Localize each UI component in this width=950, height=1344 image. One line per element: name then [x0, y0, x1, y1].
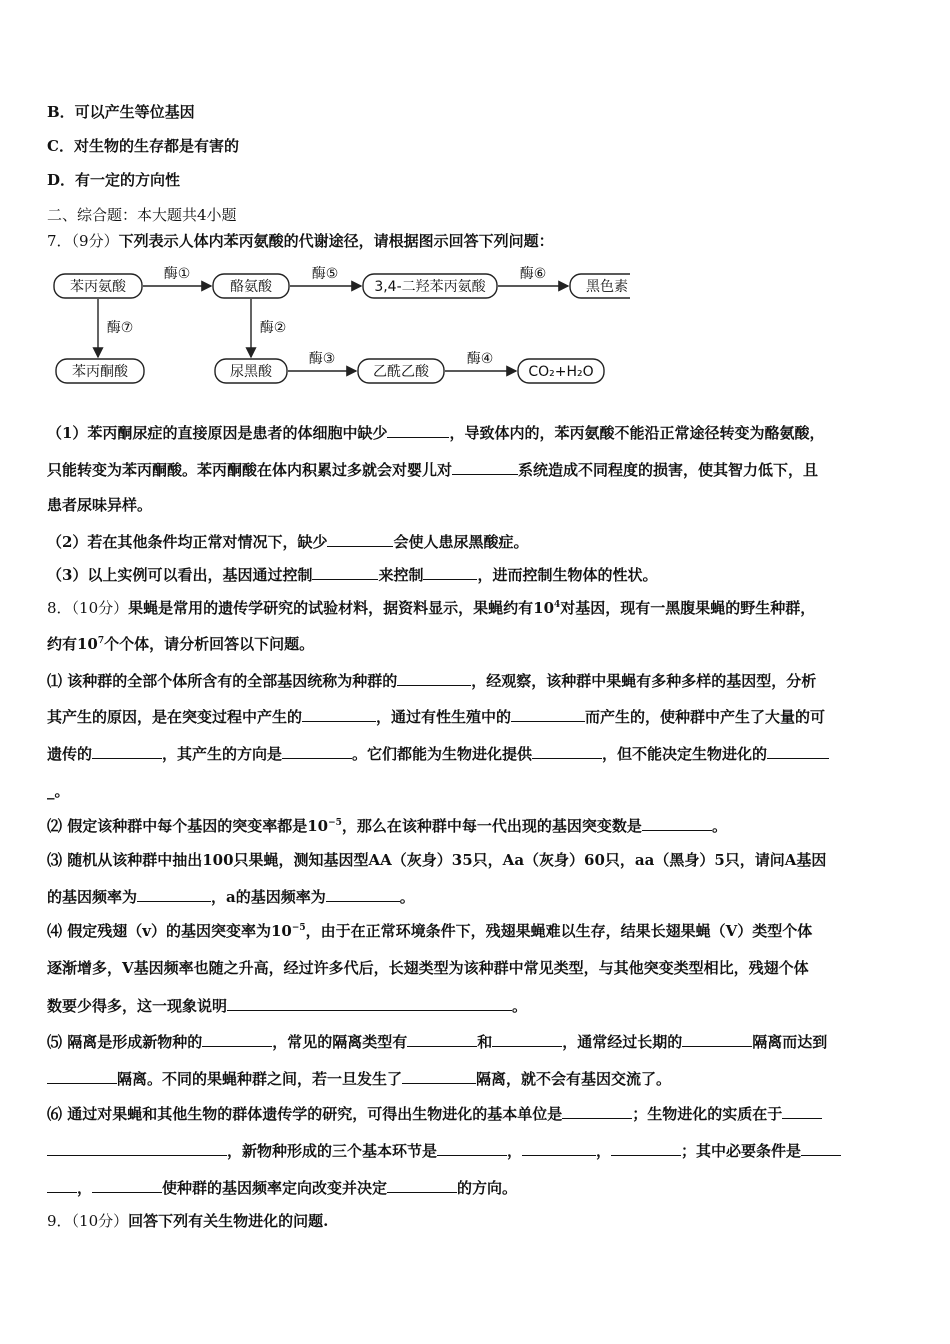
q7-prompt: 下列表示人体内苯丙氨酸的代谢途径，请根据图示回答下列问题：	[118, 232, 554, 250]
answer-blank[interactable]	[137, 886, 211, 902]
q8-part1-line1: ⑴ 该种群的全部个体所含有的全部基因统称为种群的 ，经观察，该种群中果蝇有多种多样的基因型，分析	[47, 672, 817, 690]
enzyme-4: 酶④	[466, 351, 494, 367]
answer-blank[interactable]	[682, 1031, 752, 1047]
q8-part5-line2: 隔离。不同的果蝇种群之间，若一旦发生了 隔离，就不会有基因交流了。	[47, 1068, 671, 1089]
q8-part1-line3: 遗传的 ，其产生的方向是 。它们都能为生物进化提供 ，但不能决定生物进化的	[47, 743, 829, 764]
answer-blank[interactable]	[452, 459, 518, 475]
answer-blank[interactable]	[492, 1031, 562, 1047]
answer-blank[interactable]	[312, 564, 378, 580]
enzyme-2: 酶②	[259, 320, 287, 336]
answer-blank[interactable]	[522, 1140, 596, 1156]
q8-part4-line2: 逐渐增多，V基因频率也随之升高，经过许多代后，长翅类型为该种群中常见类型，与其他突变类型相比，残翅个体	[47, 959, 809, 977]
q8-part5-line1: ⑸ 隔离是形成新物种的 ，常见的隔离类型有 和 ，通常经过长期的 隔离而达到	[47, 1033, 828, 1051]
enzyme-7: 酶⑦	[106, 320, 134, 336]
q8-part1-line4: _。	[47, 782, 70, 800]
q8-part4-line1: ⑷ 假定残翅（v）的基因突变率为$10^{-5}$，由于在正常环境条件下，残翅果蝇难以生存，结果长翅果蝇（V）类型个体	[47, 922, 813, 940]
answer-blank[interactable]	[437, 1140, 507, 1156]
answer-blank[interactable]	[611, 1140, 681, 1156]
option-d: D．有一定的方向性	[47, 171, 181, 189]
q7-part2: （2）若在其他条件均正常对情况下，缺少 会使人患尿黑酸症。	[47, 533, 529, 551]
q8-part6-line3: ， 使种群的基因频率定向改变并决定 的方向。	[47, 1177, 517, 1198]
enzyme-1: 酶①	[163, 266, 191, 282]
node-tyr: 酪氨酸	[230, 279, 272, 295]
enzyme-6: 酶⑥	[519, 266, 547, 282]
section-title: 二、综合题：本大题共4小题	[47, 206, 237, 224]
node-co2: CO₂+H₂O	[528, 364, 594, 380]
answer-blank[interactable]	[397, 670, 471, 686]
option-c: C．对生物的生存都是有害的	[47, 137, 239, 155]
answer-blank[interactable]	[92, 743, 162, 759]
answer-blank[interactable]	[326, 886, 400, 902]
node-phe: 苯丙氨酸	[70, 279, 126, 295]
enzyme-5: 酶⑤	[311, 266, 339, 282]
answer-blank[interactable]	[47, 1068, 117, 1084]
q8-number: 8．（10分）	[47, 599, 129, 617]
q7-part1-line2: 只能转变为苯丙酮酸。苯丙酮酸在体内积累过多就会对婴儿对 系统造成不同程度的损害，使其智力低下，且	[47, 461, 819, 479]
q9-header	[47, 1211, 328, 1231]
answer-blank[interactable]	[423, 564, 477, 580]
answer-blank[interactable]	[202, 1031, 272, 1047]
q8-part6-line2: ，新物种形成的三个基本环节是 ， ， ；其中必要条件是	[47, 1140, 841, 1161]
q8-part4-line3: 数要少得多，这一现象说明 。	[47, 997, 528, 1015]
answer-blank[interactable]	[532, 743, 602, 759]
q9-prompt: 回答下列有关生物进化的问题.	[128, 1212, 329, 1230]
answer-blank[interactable]	[801, 1140, 841, 1156]
answer-blank[interactable]	[92, 1177, 162, 1193]
answer-blank[interactable]	[387, 1177, 457, 1193]
q8-part1-line2: 其产生的原因，是在突变过程中产生的 ，通过有性生殖中的 而产生的，使种群中产生了大量的可	[47, 708, 826, 726]
node-melanin: 黑色素	[586, 279, 628, 295]
answer-blank[interactable]	[47, 1177, 77, 1193]
answer-blank[interactable]	[767, 743, 829, 759]
node-dopa: 3,4-二羟苯丙氨酸	[374, 279, 486, 295]
q7-part1-line3: 患者尿味异样。	[47, 496, 153, 514]
enzyme-3: 酶③	[308, 351, 336, 367]
answer-blank[interactable]	[642, 815, 712, 831]
q8-part3-line1: ⑶ 随机从该种群中抽出100只果蝇，测知基因型AA（灰身）35只，Aa（灰身）60只，aa（黑身）5只，请问A基因	[47, 851, 827, 869]
option-b: B．可以产生等位基因	[47, 103, 195, 121]
q7-number: 7．（9分）	[47, 232, 119, 250]
node-ppa: 苯丙酮酸	[72, 364, 128, 380]
q7-part1-line1: （1）苯丙酮尿症的直接原因是患者的体细胞中缺少 ，导致体内的，苯丙氨酸不能沿正常途径转变为酪氨酸，	[47, 424, 825, 442]
answer-blank[interactable]	[227, 995, 512, 1011]
answer-blank[interactable]	[387, 422, 449, 438]
node-hga: 尿黑酸	[230, 364, 272, 380]
answer-blank[interactable]	[407, 1031, 477, 1047]
q8-header-line2: 约有$10^7$个个体，请分析回答以下问题。	[47, 635, 315, 653]
answer-blank[interactable]	[562, 1103, 632, 1119]
answer-blank[interactable]	[302, 706, 376, 722]
pathway-diagram	[50, 262, 630, 392]
answer-blank[interactable]	[47, 1140, 227, 1156]
q8-part2: ⑵ 假定该种群中每个基因的突变率都是$10^{-5}$，那么在该种群中每一代出现的基因突变数是 。	[47, 817, 727, 835]
answer-blank[interactable]	[327, 531, 393, 547]
answer-blank[interactable]	[402, 1068, 476, 1084]
node-aaa: 乙酰乙酸	[373, 364, 429, 380]
q9-number: 9．（10分）	[47, 1212, 129, 1230]
q8-part6-line1: ⑹ 通过对果蝇和其他生物的群体遗传学的研究，可得出生物进化的基本单位是 ；生物进化的实质在于	[47, 1103, 822, 1124]
answer-blank[interactable]	[782, 1103, 822, 1119]
answer-blank[interactable]	[282, 743, 352, 759]
q7-part3: （3）以上实例可以看出，基因通过控制 来控制 ，进而控制生物体的性状。	[47, 566, 658, 584]
q8-header-line1: 8．（10分）果蝇是常用的遗传学研究的试验材料，据资料显示，果蝇约有$10^4$对基因，现有一黑腹果蝇的野生种群，	[47, 599, 816, 617]
q8-part3-line2: 的基因频率为 ，a的基因频率为 。	[47, 888, 415, 906]
answer-blank[interactable]	[511, 706, 585, 722]
q7-header	[47, 231, 554, 251]
